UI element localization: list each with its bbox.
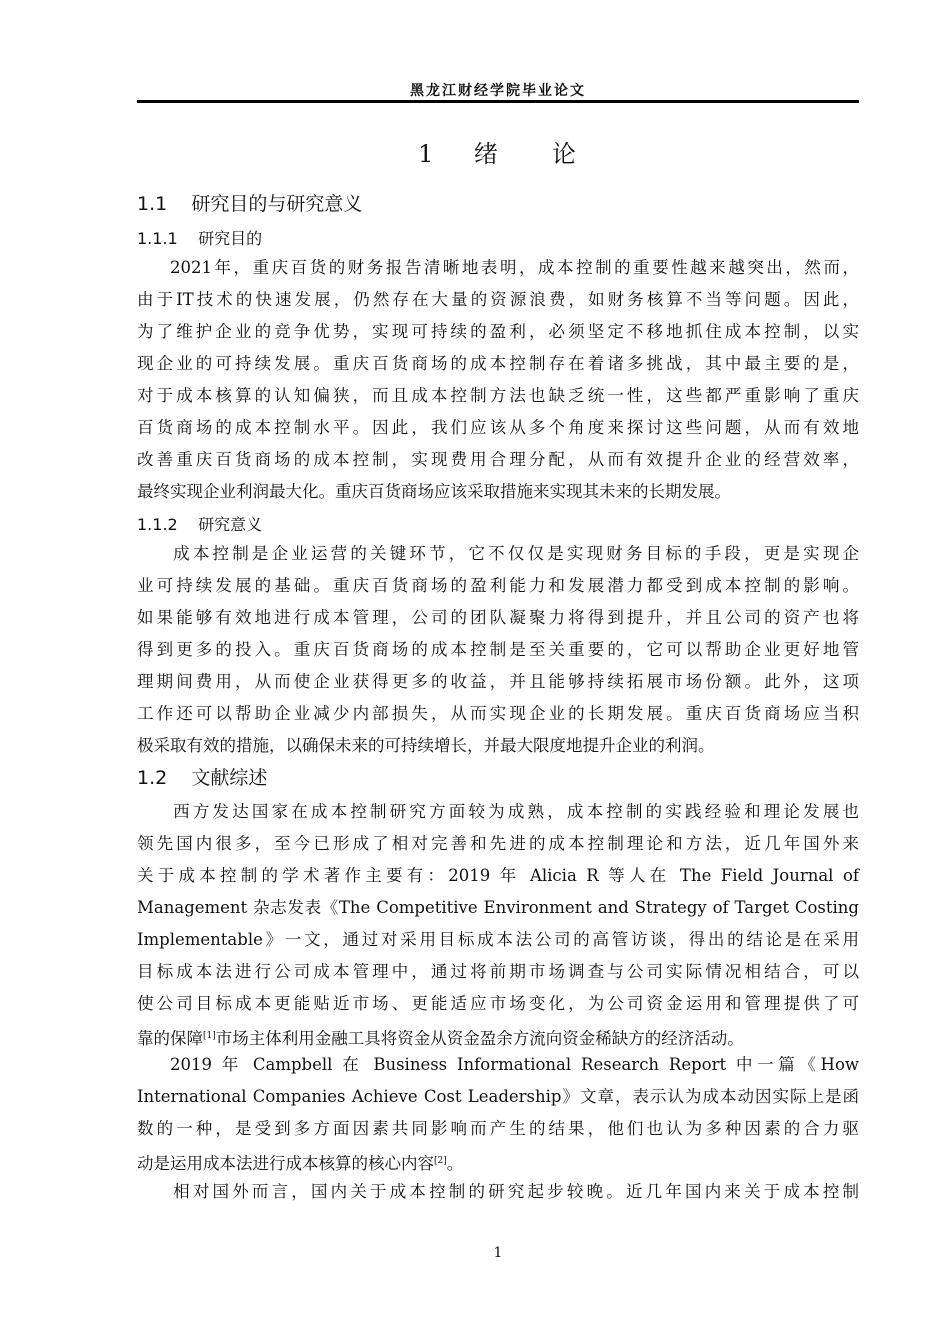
- text-line: 使公司目标成本更能贴近市场、更能适应市场变化，为公司资金运用和管理提供了可: [137, 994, 859, 1013]
- paragraph-literature-review: [137, 796, 859, 1052]
- paragraph-research-significance: [137, 538, 859, 762]
- section-1-1-1-heading: [137, 226, 859, 249]
- section-title: 研究目的与研究意义: [191, 193, 363, 215]
- text-line: 数的一种，是受到多方面因素共同影响而产生的结果，他们也认为多种因素的合力驱: [137, 1119, 859, 1138]
- text-line: 动是运用成本法进行成本核算的核心内容[2]。: [137, 1154, 464, 1173]
- text-line: 业可持续发展的基础。重庆百货商场的盈利能力和发展潜力都受到成本控制的影响。: [137, 576, 859, 595]
- chapter-number: 1: [418, 140, 436, 168]
- section-title: 研究目的: [198, 229, 263, 248]
- section-1-2-heading: [137, 763, 859, 790]
- text-line: 关于成本控制的学术著作主要有：2019 年 Alicia R 等人在 The Field Journal of: [137, 866, 859, 885]
- text-line: 理期间费用，从而使企业获得更多的收益，并且能够持续拓展市场份额。此外，这项: [137, 672, 859, 691]
- text-line: 得到更多的投入。重庆百货商场的成本控制是至关重要的，它可以帮助企业更好地管: [137, 640, 859, 659]
- section-title: 研究意义: [198, 515, 263, 534]
- section-1-1-heading: [137, 189, 859, 216]
- header-rule: [137, 100, 859, 103]
- text-line: 改善重庆百货商场的成本控制，实现费用合理分配，从而有效提升企业的经营效率，: [137, 450, 859, 469]
- text-line: 成本控制是企业运营的关键环节，它不仅仅是实现财务目标的手段，更是实现企: [170, 544, 859, 563]
- text-line: 百货商场的成本控制水平。因此，我们应该从多个角度来探讨这些问题，从而有效地: [137, 418, 859, 437]
- text-line: 为了维护企业的竞争优势，实现可持续的盈利，必须坚定不移地抓住成本控制，以实: [137, 322, 859, 341]
- text-line: 极采取有效的措施，以确保未来的可持续增长，并最大限度地提升企业的利润。: [137, 736, 715, 755]
- section-number: 1.1: [137, 193, 168, 215]
- text-line: 2019 年 Campbell 在 Business Informational Research Report 中一篇《How: [170, 1055, 859, 1074]
- citation-ref[interactable]: [2]: [434, 1156, 447, 1166]
- text-line: Management 杂志发表《The Competitive Environment and Strategy of Target Costing: [137, 898, 859, 917]
- chapter-heading: 绪 论: [473, 140, 578, 168]
- paragraph-domestic-research: [137, 1176, 859, 1208]
- text-line: 由于IT技术的快速发展，仍然存在大量的资源浪费，如财务核算不当等问题。因此，: [137, 290, 859, 309]
- text-line: 目标成本法进行公司成本管理中，通过将前期市场调查与公司实际情况相结合，可以: [137, 962, 859, 981]
- text-line: 对于成本核算的认知偏狭，而且成本控制方法也缺乏统一性，这些都严重影响了重庆: [137, 386, 859, 405]
- text-line: 靠的保障[1]市场主体利用金融工具将资金从资金盈余方流向资金稀缺方的经济活动。: [137, 1029, 744, 1048]
- text-line: 工作还可以帮助企业减少内部损失，从而实现企业的长期发展。重庆百货商场应当积: [137, 704, 859, 723]
- chapter-title: [137, 134, 859, 169]
- citation-ref[interactable]: [1]: [203, 1031, 216, 1041]
- paragraph-campbell: [137, 1049, 859, 1177]
- text-line: 领先国内很多，至今已形成了相对完善和先进的成本控制理论和方法，近几年国外来: [137, 834, 859, 853]
- section-number: 1.1.2: [137, 515, 178, 534]
- running-header: 黑龙江财经学院毕业论文: [410, 83, 586, 99]
- text-line: 2021年，重庆百货的财务报告清晰地表明，成本控制的重要性越来越突出，然而，: [170, 258, 859, 277]
- text-line: 现企业的可持续发展。重庆百货商场的成本控制存在着诸多挑战，其中最主要的是，: [137, 354, 859, 373]
- text-line: Implementable》一文，通过对采用目标成本法公司的高管访谈，得出的结论是在采用: [137, 930, 859, 949]
- text-line: International Companies Achieve Cost Leadership》文章，表示认为成本动因实际上是函: [137, 1087, 859, 1106]
- page-number: 1: [493, 1245, 503, 1261]
- text-line: 如果能够有效地进行成本管理，公司的团队凝聚力将得到提升，并且公司的资产也将: [137, 608, 859, 627]
- text-line: 相对国外而言，国内关于成本控制的研究起步较晚。近几年国内来关于成本控制: [170, 1182, 859, 1201]
- text-line: 西方发达国家在成本控制研究方面较为成熟，成本控制的实践经验和理论发展也: [170, 802, 859, 821]
- paragraph-research-purpose: [137, 252, 859, 508]
- section-title: 文献综述: [191, 767, 268, 789]
- section-number: 1.1.1: [137, 229, 178, 248]
- section-number: 1.2: [137, 767, 168, 789]
- section-1-1-2-heading: [137, 512, 859, 535]
- text-line: 最终实现企业利润最大化。重庆百货商场应该采取措施来实现其未来的长期发展。: [137, 482, 731, 501]
